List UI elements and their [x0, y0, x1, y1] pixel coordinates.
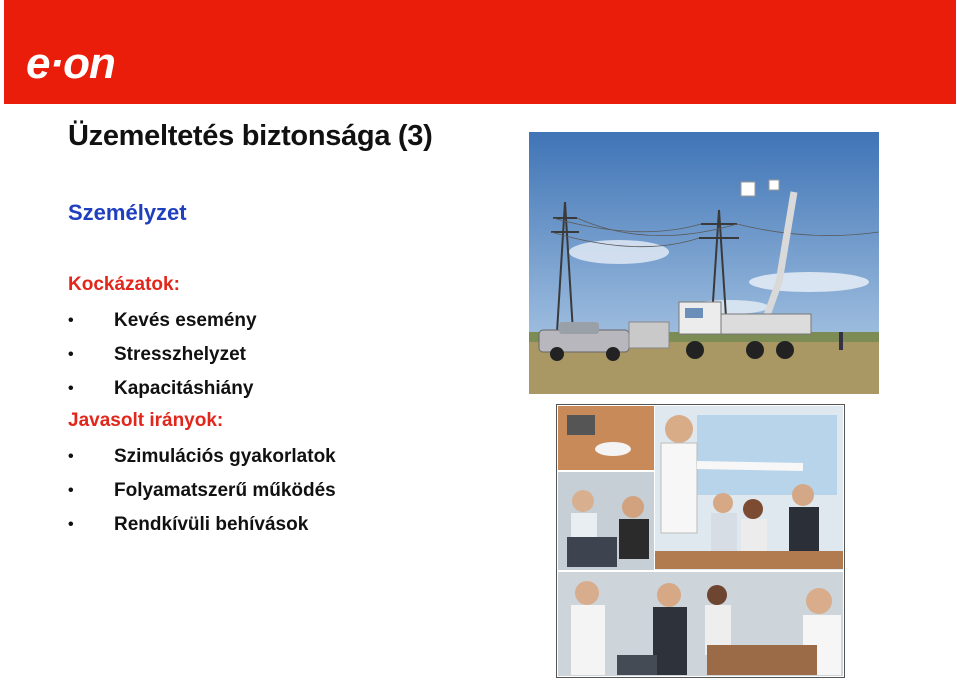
svg-text:e·on: e·on — [26, 40, 115, 86]
list-item-text: Kapacitáshiány — [114, 378, 254, 399]
list-item — [68, 478, 336, 504]
eon-logo — [26, 40, 156, 86]
list-item-text: Szimulációs gyakorlatok — [114, 446, 336, 467]
list-item — [68, 512, 308, 538]
list-item — [68, 308, 257, 334]
field-crew-photo — [529, 132, 879, 394]
risks-label: Kockázatok: — [68, 274, 180, 295]
header-bar — [4, 0, 956, 104]
meeting-collage-photo — [556, 404, 845, 678]
list-item — [68, 342, 246, 368]
bullet-icon: • — [68, 346, 74, 363]
page-title: Üzemeltetés biztonsága (3) — [68, 120, 433, 152]
bullet-icon: • — [68, 516, 74, 533]
list-item-text: Stresszhelyzet — [114, 344, 247, 365]
list-item-text: Rendkívüli behívások — [114, 514, 309, 535]
bullet-icon: • — [68, 482, 74, 499]
page-subtitle: Személyzet — [68, 200, 187, 225]
list-item-text: Folyamatszerű működés — [114, 480, 336, 501]
recommendations-label: Javasolt irányok: — [68, 410, 224, 431]
bullet-icon: • — [68, 380, 74, 397]
list-item-text: Kevés esemény — [114, 310, 257, 331]
list-item — [68, 444, 336, 470]
bullet-icon: • — [68, 448, 74, 465]
bullet-icon: • — [68, 312, 74, 329]
list-item — [68, 376, 253, 402]
